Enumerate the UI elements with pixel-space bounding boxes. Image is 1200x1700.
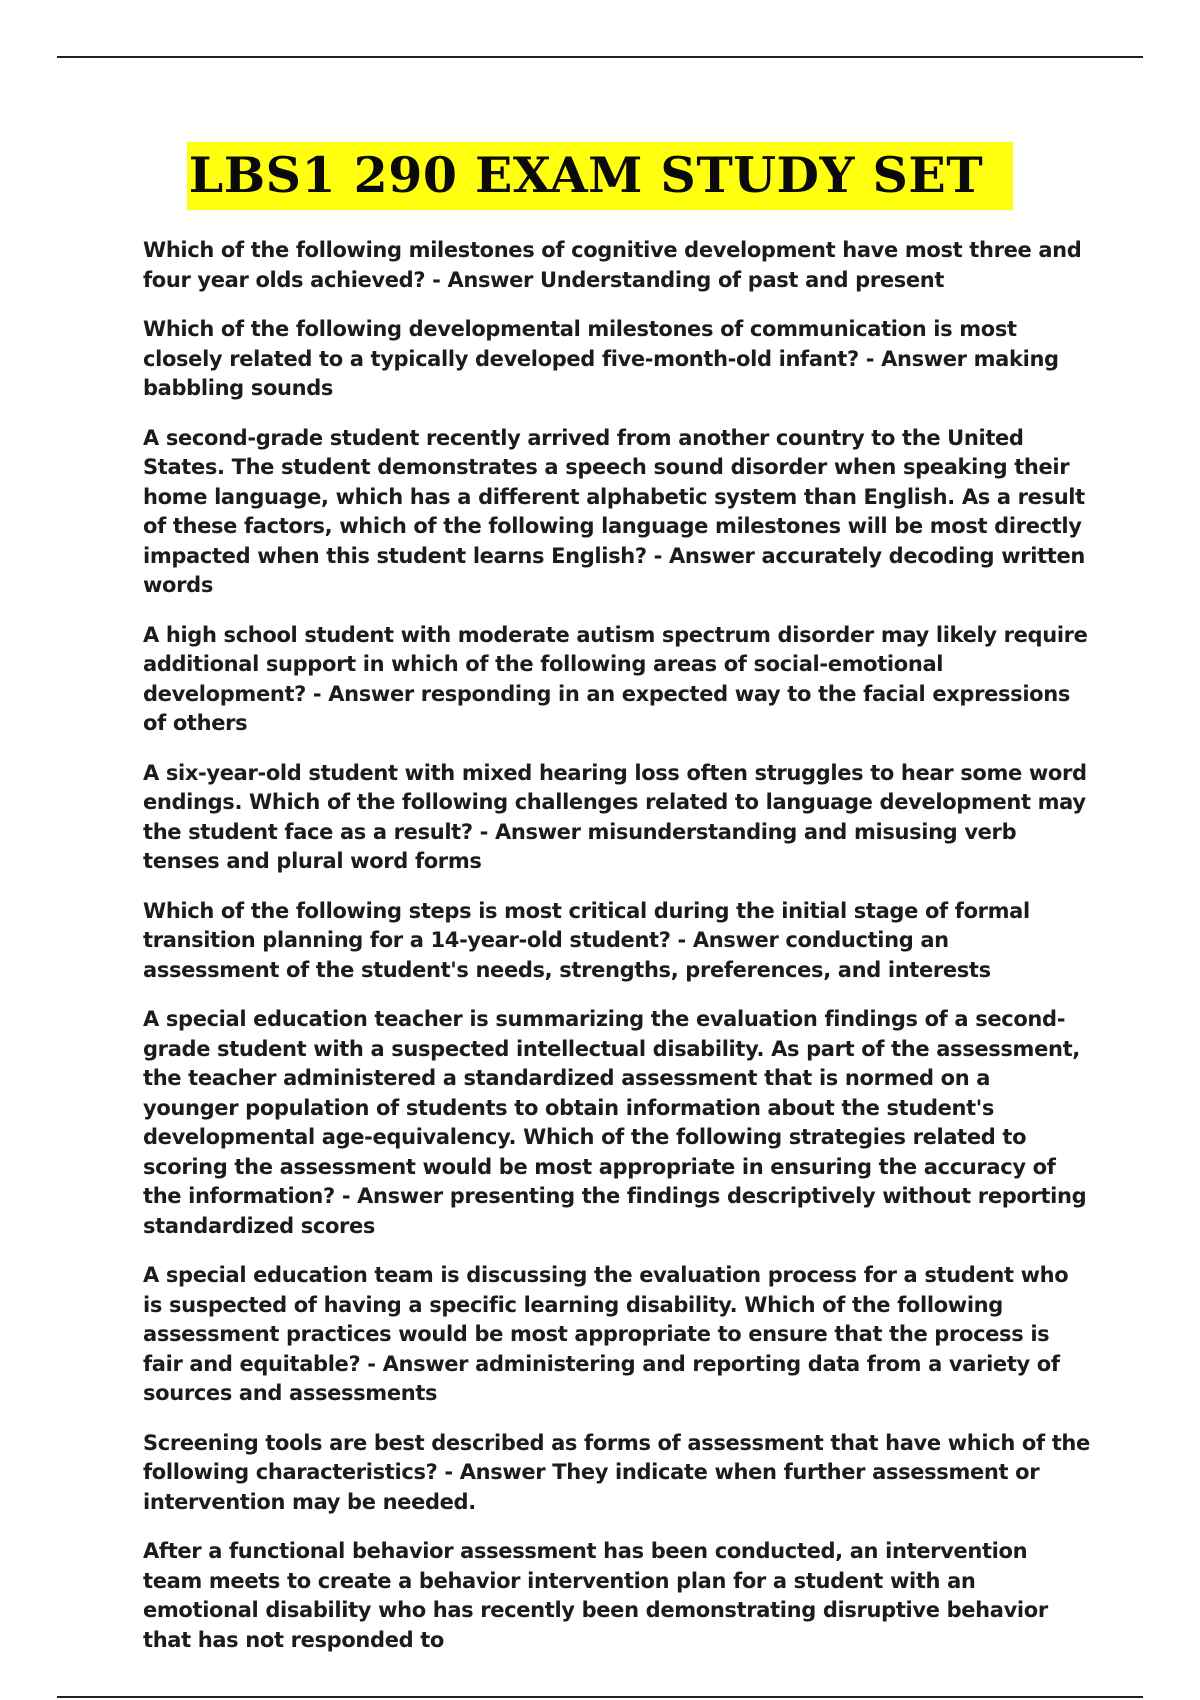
qa-item: Which of the following steps is most critical during the initial stage of formal transition planning for a 14-year-old student? - Answer conducting an assessment of the student's needs, strengths, preferences, and interests bbox=[143, 898, 1030, 982]
qa-item: A special education team is discussing the evaluation process for a student who is suspected of having a specific learning disability. Which of the following assessment practices would be most appropriate to ensure that the process is fair and equitable? - Answer administering and reporting data from a variety of sources and assessments bbox=[143, 1263, 1069, 1405]
top-rule bbox=[57, 56, 1143, 58]
qa-list bbox=[143, 236, 1091, 1675]
qa-item: A six-year-old student with mixed hearing loss often struggles to hear some word endings. Which of the following challenges related to language development may the student face as a result? - Answer misunderstanding and misusing verb tenses and plural word forms bbox=[143, 760, 1087, 873]
qa-item: Screening tools are best described as forms of assessment that have which of the following characteristics? - Answer They indicate when further assessment or intervention may be needed. bbox=[143, 1430, 1090, 1514]
qa-item: After a functional behavior assessment has been conducted, an intervention team meets to create a behavior intervention plan for a student with an emotional disability who has recently been demonstrating disruptive behavior that has not responded to bbox=[143, 1539, 1048, 1652]
document-title: LBS1 290 EXAM STUDY SET bbox=[187, 142, 1014, 210]
qa-item: A high school student with moderate autism spectrum disorder may likely require additional support in which of the following areas of social-emotional development? - Answer responding in an expected way to the facial expressions of others bbox=[143, 622, 1088, 735]
qa-item: A special education teacher is summarizing the evaluation findings of a second-grade student with a suspected intellectual disability. As part of the assessment, the teacher administered a standardized assessment that is normed on a younger population of students to obtain information about the student's developmental age-equivalency. Which of the following strategies related to scoring the assessment would be most appropriate in ensuring the accuracy of the information? - Answer presenting the findings descriptively without reporting standardized scores bbox=[143, 1007, 1087, 1238]
title-block bbox=[0, 142, 1200, 210]
qa-item: Which of the following developmental milestones of communication is most closely related to a typically developed five-month-old infant? - Answer making babbling sounds bbox=[143, 317, 1059, 400]
qa-item: Which of the following milestones of cognitive development have most three and four year olds achieved? - Answer Understanding of past and present bbox=[143, 238, 1082, 292]
qa-item: A second-grade student recently arrived from another country to the United States. The student demonstrates a speech sound disorder when speaking their home language, which has a different alphabetic system than English. As a result of these factors, which of the following language milestones will be most directly impacted when this student learns English? - Answer accurately decoding written words bbox=[143, 425, 1085, 597]
bottom-rule bbox=[57, 1696, 1143, 1698]
